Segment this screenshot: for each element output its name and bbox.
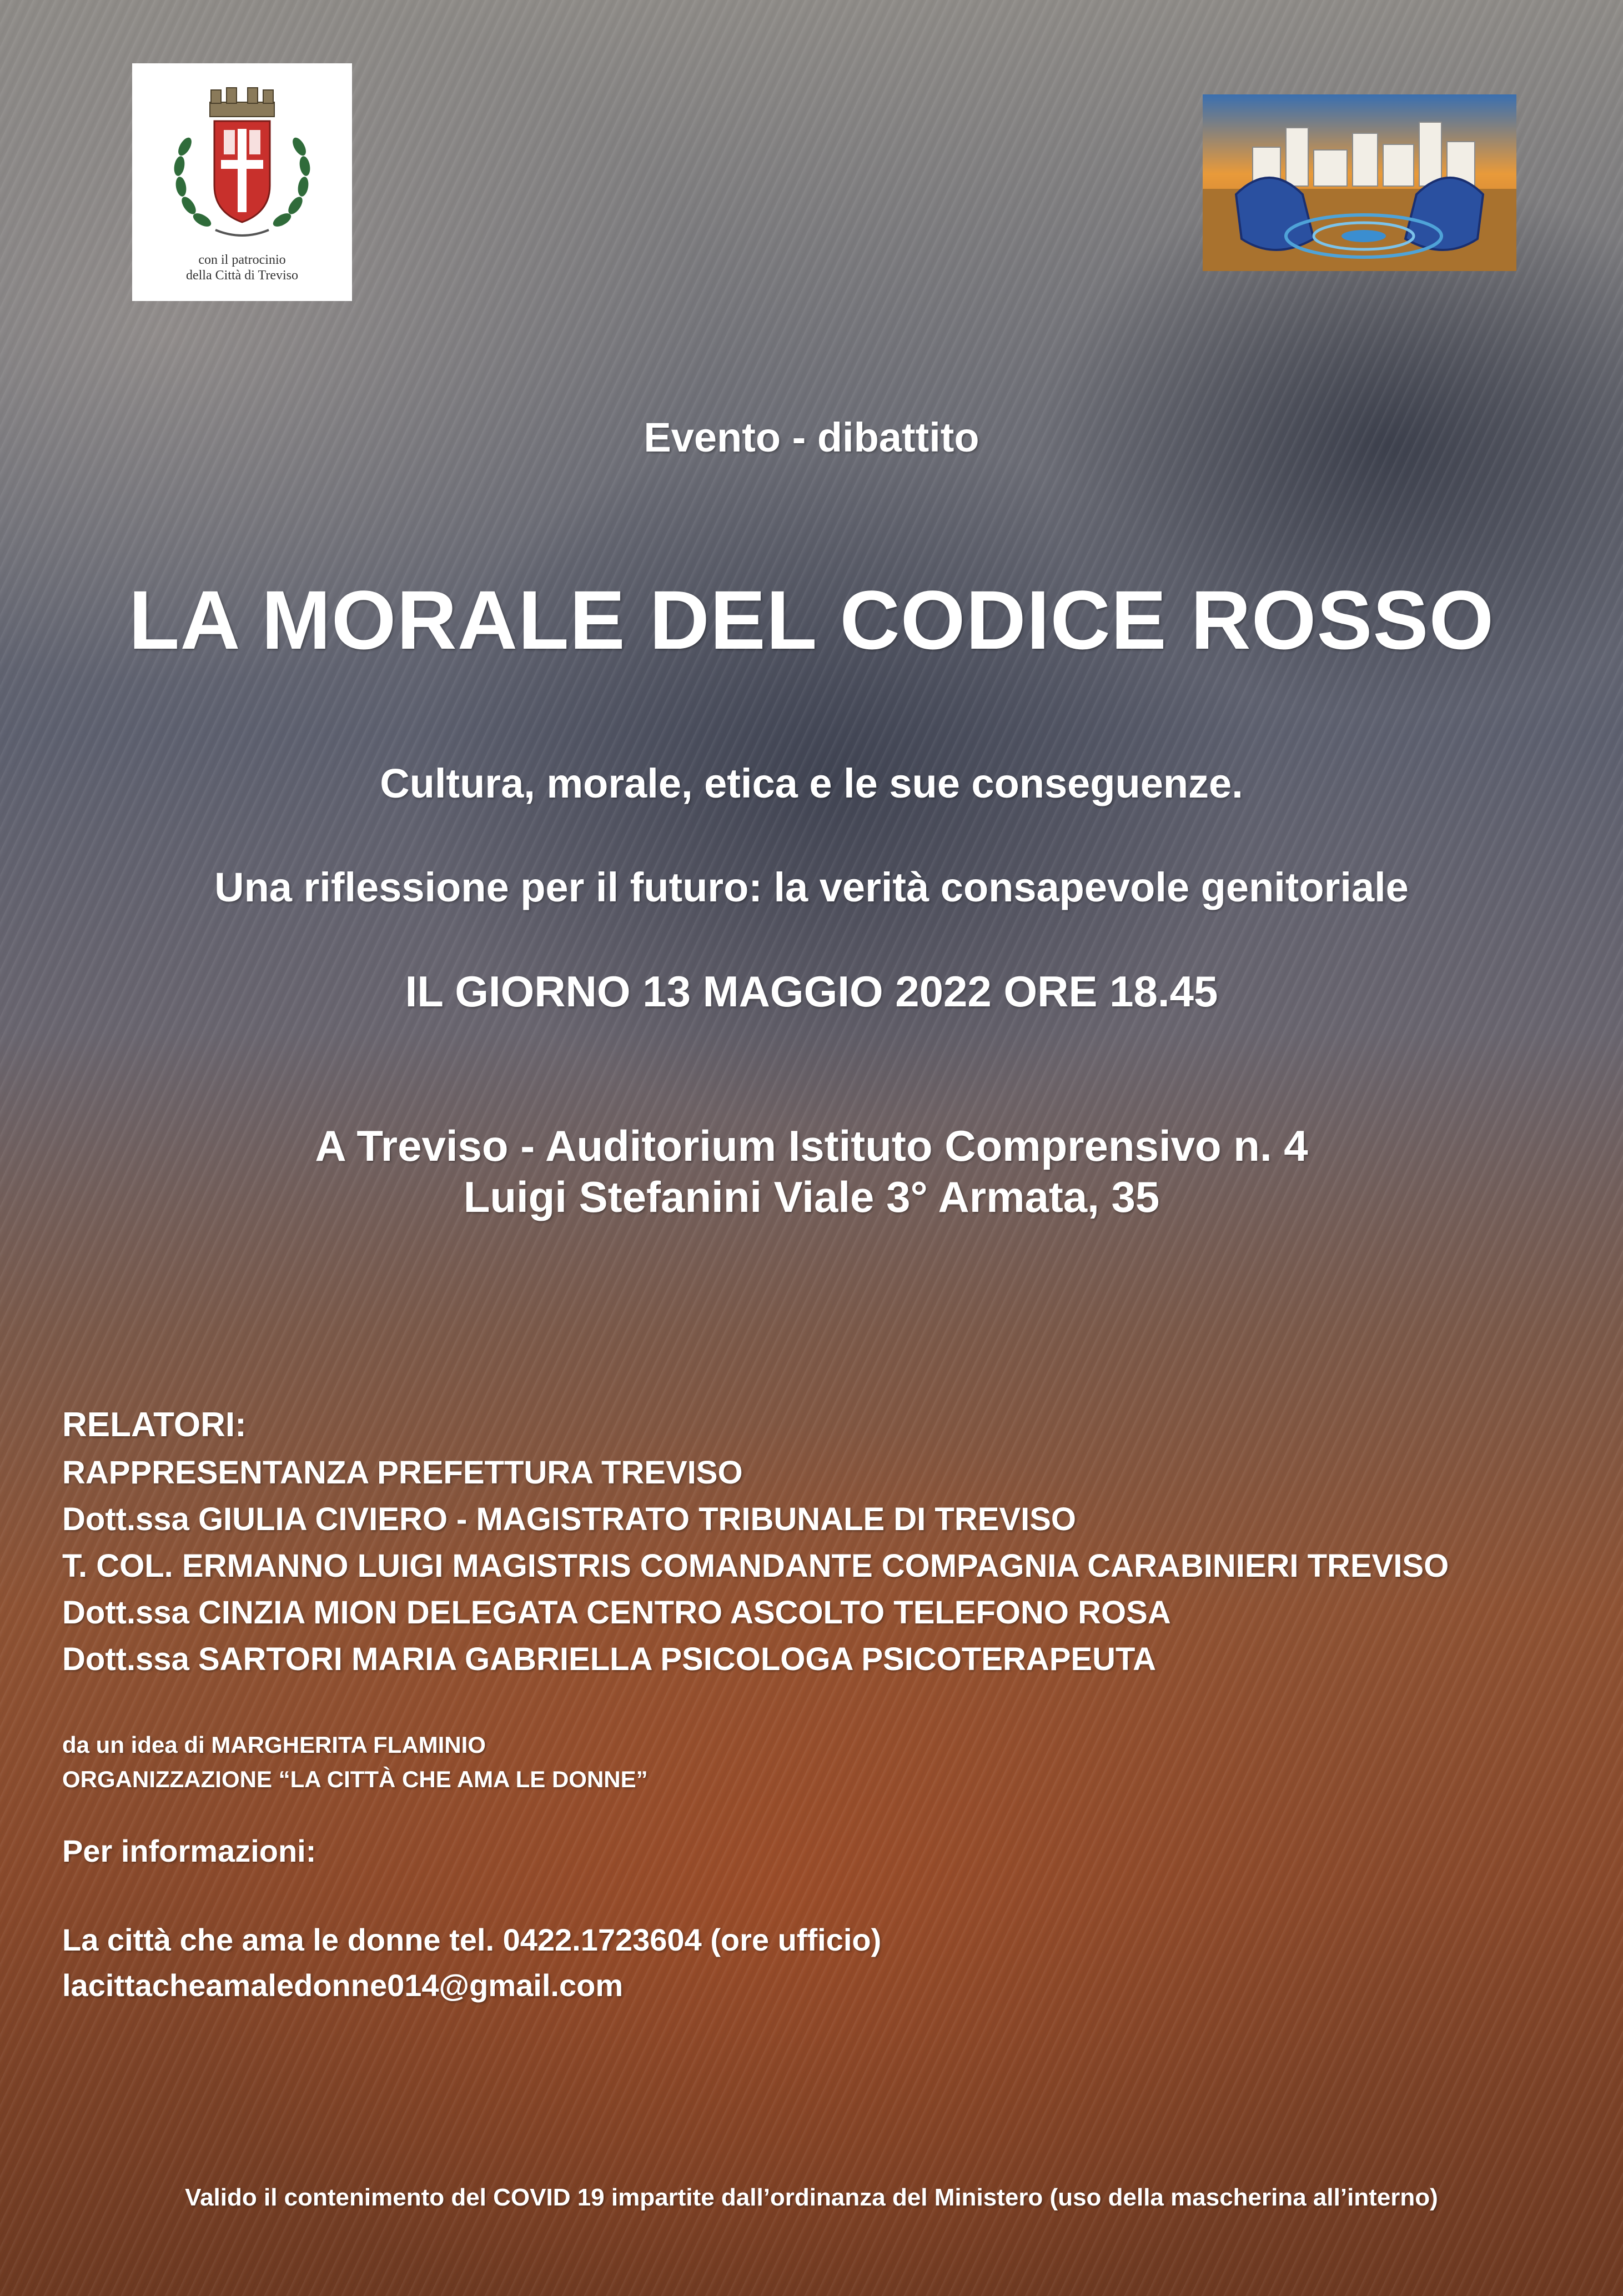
- info-email: lacittacheamaledonne014@gmail.com: [62, 1968, 624, 2003]
- organization-credit: ORGANIZZAZIONE “LA CITTÀ CHE AMA LE DONNE”: [62, 1766, 648, 1792]
- reflection-line: Una riflessione per il futuro: la verità consapevole genitoriale: [214, 864, 1409, 910]
- event-date-time: IL GIORNO 13 MAGGIO 2022 ORE 18.45: [405, 967, 1218, 1016]
- speaker-item: T. COL. ERMANNO LUIGI MAGISTRIS COMANDANTE COMPAGNIA CARABINIERI TREVISO: [62, 1548, 1449, 1584]
- idea-credit: da un idea di MARGHERITA FLAMINIO: [62, 1732, 486, 1758]
- crest-emblem-icon: [132, 63, 352, 252]
- event-type: Evento - dibattito: [644, 414, 979, 460]
- info-heading: Per informazioni:: [62, 1833, 316, 1868]
- speaker-item: Dott.ssa SARTORI MARIA GABRIELLA PSICOLOGA PSICOTERAPEUTA: [62, 1641, 1156, 1677]
- page-title: LA MORALE DEL CODICE ROSSO: [128, 573, 1495, 666]
- crest-caption-line2: della Città di Treviso: [185, 268, 298, 283]
- speaker-item: Dott.ssa CINZIA MION DELEGATA CENTRO ASCOLTO TELEFONO ROSA: [62, 1595, 1171, 1631]
- association-logo: [1203, 94, 1516, 271]
- crest-caption: [132, 252, 352, 283]
- subtitle: Cultura, morale, etica e le sue conseguenze.: [380, 760, 1243, 806]
- crest-caption-line1: con il patrocinio: [198, 253, 286, 267]
- covid-notice: Valido il contenimento del COVID 19 impartite dall’ordinanza del Ministero (uso della mascherina all’interno): [185, 2184, 1438, 2211]
- speaker-item: RAPPRESENTANZA PREFETTURA TREVISO: [62, 1455, 743, 1491]
- association-logo-image-icon: [1203, 94, 1516, 271]
- info-phone: La città che ama le donne tel. 0422.1723604 (ore ufficio): [62, 1922, 882, 1957]
- speaker-item: Dott.ssa GIULIA CIVIERO - MAGISTRATO TRIBUNALE DI TREVISO: [62, 1501, 1077, 1537]
- venue-line2: Luigi Stefanini Viale 3° Armata, 35: [463, 1172, 1160, 1221]
- speakers-heading: RELATORI:: [62, 1406, 247, 1444]
- treviso-crest-logo: [132, 63, 352, 301]
- venue-line1: A Treviso - Auditorium Istituto Comprensivo n. 4: [315, 1121, 1308, 1170]
